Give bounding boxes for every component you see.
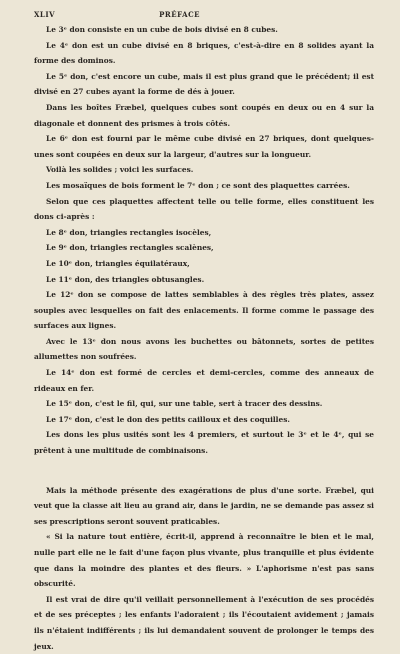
paragraph: Le 14ᵉ don est formé de cercles et demi-cercles, comme des anneaux de rideaux en fer. [34,368,374,393]
list-item: Le 9ᵉ don, triangles rectangles scalènes, [46,243,214,253]
paragraph: Dans les boîtes Fræbel, quelques cubes sont coupés en deux ou en 4 sur la diagonale et donnent des prismes à trois côtés. [34,102,374,128]
paragraph: Il est vrai de dire qu'il veillait personnellement à l'exécution de ses procédés et de ses préceptes ; les enfants l'adoraient ; ils l'écoutaient avidement ; jamais ils n'étaient indifférents ; ils lui demandaient souvent de prolonger le temps des jeux. [34,594,374,651]
page-number: XLIV [34,10,56,19]
paragraph: Le 5ᵉ don, c'est encore un cube, mais il est plus grand que le précédent; il est divisé en 27 cubes ayant la forme de dés à jouer. [34,71,374,97]
page-header [34,8,374,22]
paragraph: « Si la nature tout entière, écrit-il, apprend à reconnaître le bien et le mal, nulle part elle ne le fait d'une façon plus vivante, plus tranquille et plus évidente que dans la moindre des plantes et des fleurs. » L'aphorisme n'est pas sans obscurité. [34,532,374,589]
list-item: Le 10ᵉ don, triangles équilatéraux, [46,258,190,268]
body-text [34,22,374,654]
list-item: Le 11ᵉ don, des triangles obtusangles. [46,274,205,284]
section-gap [34,459,374,483]
paragraph: Le 6ᵉ don est fourni par le même cube divisé en 27 briques, dont quelques-unes sont coupées en deux sur la largeur, d'autres sur la longueur. [34,134,374,159]
running-title: PRÉFACE [159,10,200,19]
paragraph: Le 15ᵉ don, c'est le fil, qui, sur une table, sert à tracer des dessins. [46,399,323,409]
paragraph: Mais la méthode présente des exagérations de plus d'une sorte. Fræbel, qui veut que la classe ait lieu au grand air, dans le jardin, ne se demande pas assez si ses prescriptions seront souvent praticables. [34,485,374,526]
paragraph: Le 3ᵉ don consiste en un cube de bois divisé en 8 cubes. [46,25,278,34]
paragraph: Selon que ces plaquettes affectent telle ou telle forme, elles constituent les dons ci-après : [34,196,374,222]
paragraph: Avec le 13ᵉ don nous avons les buchettes ou bâtonnets, sortes de petites allumettes non soufrées. [34,336,374,362]
paragraph: Le 17ᵉ don, c'est le don des petits cailloux et des coquilles. [46,414,290,424]
paragraph: Les mosaïques de bois forment le 7ᵉ don ; ce sont des plaquettes carrées. [46,180,350,190]
paragraph: Voilà les solides ; voici les surfaces. [46,165,194,175]
paragraph: Les dons les plus usités sont les 4 premiers, et surtout le 3ᵉ et le 4ᵉ, qui se prêtent à une multitude de combinaisons. [34,430,374,456]
paragraph: Le 4ᵉ don est un cube divisé en 8 briques, c'est-à-dire en 8 solides ayant la forme des dominos. [34,40,374,66]
paragraph: Le 12ᵉ don se compose de lattes semblables à des règles très plates, assez souples avec lesquelles on fait des enlacements. Il forme comme le passage des surfaces aux lignes. [34,290,374,331]
list-item: Le 8ᵉ don, triangles rectangles isocèles, [46,227,212,237]
